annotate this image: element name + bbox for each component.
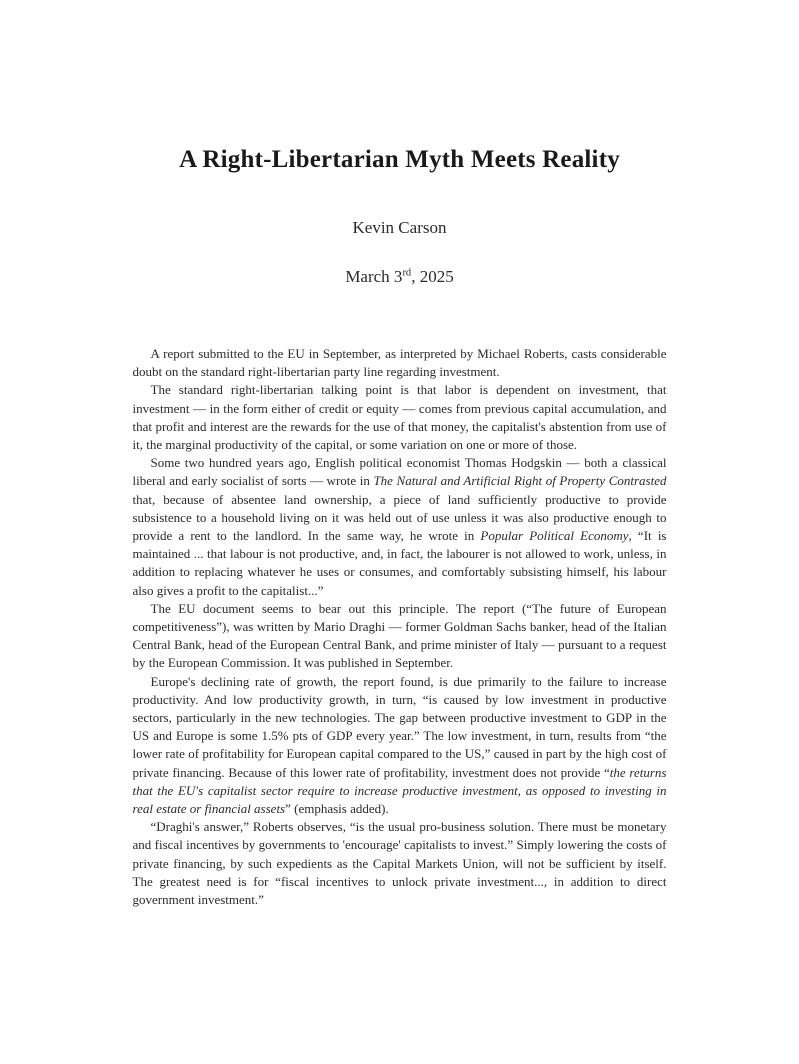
text-segment: that, because of absentee land ownership, a piece of land sufficiently productive to provide subsistence to a household living on it was held out of use unless it was also productive enough to provide a rent to the landlord. In the same way, he wrote in: [132, 491, 667, 544]
article-author: Kevin Carson: [352, 218, 447, 237]
text-segment: ” (emphasis added).: [285, 801, 389, 817]
article-body: [133, 345, 667, 909]
paragraph-4: [133, 600, 667, 673]
italic-text-segment: Popular Political Economy: [480, 528, 629, 544]
paragraph-3: [133, 454, 667, 600]
date-year: , 2025: [411, 267, 454, 286]
text-segment: The EU document seems to bear out this principle. The report (“The future of European competitiveness”), was written by Mario Draghi — former Goldman Sachs banker, head of the Italian Central Bank, head of the European Central Bank, and prime minister of Italy — pursuant to a request by the European Commission. It was published in September.: [132, 600, 667, 671]
text-segment: Some two hundred years ago, English political economist Thomas Hodgskin — both a classical liberal and early socialist of sorts — wrote in: [132, 455, 667, 489]
text-segment: Europe's declining rate of growth, the report found, is due primarily to the failure to increase productivity. And low productivity growth, in turn, “is caused by low investment in productive sectors, particularly in the new technologies. The gap between productive investment to GDP in the US and Europe is some 1.5% pts of GDP every year.” The low investment, in turn, results from “the lower rate of profitability for European capital compared to the US,” caused in part by the high cost of private financing. Because of this lower rate of profitability, investment does not provide “: [132, 673, 667, 780]
date-ordinal: rd: [402, 267, 412, 279]
paragraph-6: [133, 818, 667, 909]
paragraph-5: [133, 673, 667, 819]
article-title: A Right-Libertarian Myth Meets Reality: [179, 146, 620, 173]
text-segment: The standard right-libertarian talking point is that labor is dependent on investment, that investment — in the form either of credit or equity — comes from previous capital accumulation, and that profit and interest are the rewards for the use of that money, the capitalist's abstention from use of it, the marginal productivity of the capital, or some variation on one or more of those.: [132, 382, 667, 453]
italic-text-segment: The Natural and Artificial Right of Property Contrasted: [373, 473, 667, 489]
date-day: March 3: [345, 267, 403, 286]
article-date: [0, 267, 799, 287]
italic-text-segment: the returns that the EU's capitalist sector require to increase productive investment, as opposed to investing in real estate or financial assets: [132, 764, 667, 817]
text-segment: A report submitted to the EU in September, as interpreted by Michael Roberts, casts considerable doubt on the standard right-libertarian party line regarding investment.: [132, 346, 667, 380]
paragraph-2: [133, 381, 667, 454]
paragraph-1: [133, 345, 667, 381]
text-segment: “Draghi's answer,” Roberts observes, “is the usual pro-business solution. There must be monetary and fiscal incentives by governments to 'encourage' capitalists to invest.” Simply lowering the costs of private financing, by such expedients as the Capital Markets Union, will not be sufficient by itself. The greatest need is for “fiscal incentives to unlock private investment..., in addition to direct government investment.”: [132, 819, 667, 908]
text-segment: , “It is maintained ... that labour is not productive, and, in fact, the labourer is not allowed to work, unless, in addition to replacing whatever he uses or consumes, and comfortably subsisting himself, his labour also gives a profit to the capitalist...”: [132, 528, 667, 598]
